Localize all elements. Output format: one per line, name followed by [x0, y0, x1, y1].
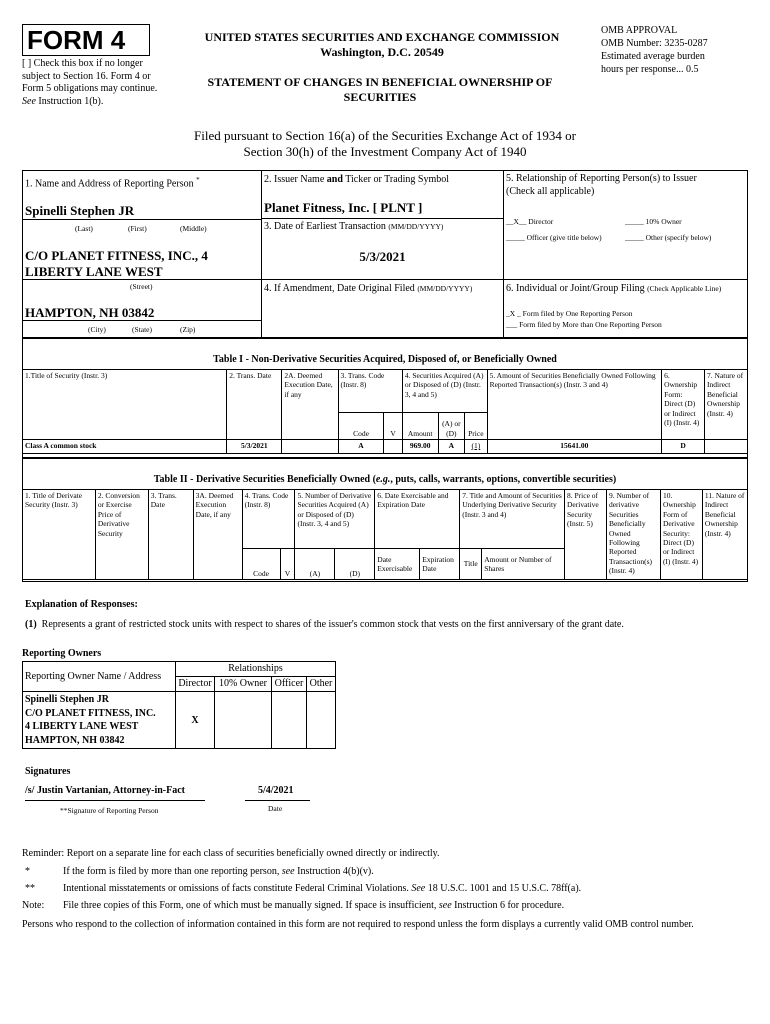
reporting-person-name: Spinelli Stephen JR: [25, 203, 135, 218]
box2-label: 2. Issuer Name and Ticker or Trading Symbol: [264, 174, 450, 185]
t2-h1: 1. Title of Derivate Security (Instr. 3): [23, 490, 96, 580]
owners-col-other: Other: [307, 677, 336, 692]
t2-sub-exp: Expiration Date: [420, 549, 460, 580]
footer-star-text: If the form is filed by more than one reporting person, see Instruction 4(b)(v).: [63, 866, 374, 877]
t1-h6: 6. Ownership Form: Direct (D) or Indirect (I) (Instr. 4): [662, 370, 705, 440]
first-label: (First): [128, 224, 147, 233]
omb-hours: hours per response... 0.5: [601, 64, 699, 75]
footer-reminder: Reminder: Report on a separate line for each class of securities beneficially owned directly or indirectly.: [22, 848, 440, 859]
omb-approval: OMB APPROVAL: [601, 25, 678, 36]
t2-sub-title: Title: [460, 549, 482, 580]
box5-label: 5. Relationship of Reporting Person(s) to Issuer: [506, 173, 697, 184]
t2-sub-code: Code: [242, 549, 280, 580]
explanation-heading: Explanation of Responses:: [25, 599, 138, 610]
box4-label: 4. If Amendment, Date Original Filed (MM/DD/YYYY): [264, 283, 473, 294]
t1-h3: 3. Trans. Code (Instr. 8): [338, 370, 402, 413]
t1-sub-v: V: [384, 413, 402, 440]
statement-title: STATEMENT OF CHANGES IN BENEFICIAL OWNERSHIP OF SECURITIES: [207, 75, 553, 104]
t1-h7: 7. Nature of Indirect Beneficial Ownership (Instr. 4): [705, 370, 748, 440]
footer-star-mark: *: [25, 866, 30, 877]
relationship-director: __X__ Director: [506, 217, 554, 226]
t1-h2: 2. Trans. Date: [227, 370, 282, 440]
omb-number: OMB Number: 3235-0287: [601, 38, 708, 49]
relationship-officer: _____ Officer (give title below): [506, 233, 602, 242]
filed-pursuant-1: Filed pursuant to Section 16(a) of the Securities Exchange Act of 1934 or: [194, 128, 576, 143]
t1-row-price-footnote[interactable]: (1): [465, 440, 487, 454]
owners-col-director: Director: [176, 677, 215, 692]
agency-name: UNITED STATES SECURITIES AND EXCHANGE COMMISSION: [204, 30, 560, 44]
zip-label: (Zip): [180, 325, 196, 334]
table1: [22, 369, 748, 454]
t2-h9: 9. Number of derivative Securities Beneficially Owned Following Reported Transaction(s) (Instr. 4): [606, 490, 660, 580]
t1-row-title: Class A common stock: [23, 440, 227, 454]
t1-row-owned: 15641.00: [487, 440, 662, 454]
middle-label: (Middle): [180, 224, 207, 233]
agency-city: Washington, D.C. 20549: [320, 45, 444, 59]
filed-pursuant-2: Section 30(h) of the Investment Company Act of 1940: [243, 144, 527, 159]
earliest-transaction-date: 5/3/2021: [359, 249, 406, 264]
signature-label: **Signature of Reporting Person: [60, 806, 159, 815]
table-row: [23, 692, 336, 749]
footer-dstar-text: Intentional misstatements or omissions of facts constitute Federal Criminal Violations. See 18 U.S.C. 1001 and 15 U.S.C. 78ff(a).: [63, 883, 582, 894]
t1-row-date: 5/3/2021: [227, 440, 282, 454]
t2-h3a: 3A. Deemed Execution Date, if any: [193, 490, 242, 580]
t2-h4: 4. Trans. Code (Instr. 8): [242, 490, 295, 549]
form-title: FORM 4: [27, 25, 126, 55]
footer-persons: Persons who respond to the collection of information contained in this form are not required to respond unless the form displays a currently valid OMB control number.: [22, 919, 694, 930]
t2-sub-v: V: [280, 549, 295, 580]
t1-sub-price: Price: [465, 413, 487, 440]
footer-note-text: File three copies of this Form, one of which must be manually signed. If space is insufficient, see Instruction 6 for procedure.: [63, 900, 565, 911]
owners-col-rel: Relationships: [176, 662, 336, 677]
table1-title: Table I - Non-Derivative Securities Acquired, Disposed of, or Beneficially Owned: [213, 354, 557, 365]
check-box-note: [ ] Check this box if no longer subject to Section 16. Form 4 or Form 5 obligations may continue. See Instruction 1(b).: [22, 58, 158, 107]
street-line-2: LIBERTY LANE WEST: [25, 264, 163, 279]
t1-h5: 5. Amount of Securities Beneficially Owned Following Reported Transaction(s) (Instr. 3 and 4): [487, 370, 662, 440]
t2-sub-amount: Amount or Number of Shares: [482, 549, 565, 580]
owners-col-name: Reporting Owner Name / Address: [23, 662, 176, 692]
t1-h1: 1.Title of Security (Instr. 3): [23, 370, 227, 440]
t2-h6: 6. Date Exercisable and Expiration Date: [375, 490, 460, 549]
t1-sub-amount: Amount: [402, 413, 438, 440]
owner-address: Spinelli Stephen JR C/O PLANET FITNESS, INC. 4 LIBERTY LANE WEST HAMPTON, NH 03842: [23, 692, 176, 749]
street-label: (Street): [130, 282, 153, 291]
owners-heading: Reporting Owners: [22, 648, 102, 659]
explanation-note: (1) Represents a grant of restricted stock units with respect to shares of the issuer's common stock that vests on the first anniversary of the grant date.: [25, 619, 624, 630]
table-row: [23, 440, 748, 454]
t2-h7: 7. Title and Amount of Securities Underlying Derivative Security (Instr. 3 and 4): [460, 490, 565, 549]
t2-sub-a: (A): [295, 549, 335, 580]
t2-sub-date-ex: Date Exercisable: [375, 549, 420, 580]
t2-h3: 3. Trans. Date: [148, 490, 193, 580]
t1-h4: 4. Securities Acquired (A) or Disposed of (D) (Instr. 3, 4 and 5): [402, 370, 487, 413]
signature-date: 5/4/2021: [258, 785, 294, 796]
box3-label: 3. Date of Earliest Transaction (MM/DD/YYYY): [264, 221, 444, 232]
signer-name: /s/ Justin Vartanian, Attorney-in-Fact: [25, 785, 186, 796]
last-label: (Last): [75, 224, 93, 233]
t1-row-aord: A: [438, 440, 465, 454]
t1-row-code: A: [338, 440, 384, 454]
box1-label: 1. Name and Address of Reporting Person *: [25, 176, 200, 190]
box6-label: 6. Individual or Joint/Group Filing (Check Applicable Line): [506, 283, 722, 294]
footer-dstar-mark: **: [25, 883, 35, 894]
table2: [22, 489, 748, 580]
owner-director-mark: X: [176, 692, 215, 749]
owners-col-officer: Officer: [272, 677, 307, 692]
t1-row-form: D: [662, 440, 705, 454]
t2-h11: 11. Nature of Indirect Beneficial Ownership (Instr. 4): [702, 490, 747, 580]
t1-row-amount: 969.00: [402, 440, 438, 454]
filing-more-persons: ___ Form filed by More than One Reporting Person: [506, 320, 662, 329]
city-label: (City): [88, 325, 106, 334]
t2-h5: 5. Number of Derivative Securities Acquired (A) or Disposed of (D) (Instr. 3, 4 and 5): [295, 490, 375, 549]
date-label: Date: [268, 804, 283, 813]
t1-sub-code: Code: [338, 413, 384, 440]
owners-table: [22, 661, 336, 749]
signatures-heading: Signatures: [25, 766, 71, 777]
box5-sub: (Check all applicable): [506, 186, 595, 197]
t2-h2: 2. Conversion or Exercise Price of Derivative Security: [95, 490, 148, 580]
relationship-ten-pct: _____ 10% Owner: [625, 217, 682, 226]
street-line-1: C/O PLANET FITNESS, INC., 4: [25, 248, 208, 263]
t2-h10: 10. Ownership Form of Derivative Security: Direct (D) or Indirect (I) (Instr. 4): [660, 490, 702, 580]
owners-col-ten: 10% Owner: [215, 677, 272, 692]
t2-h8: 8. Price of Derivative Security (Instr. 5): [565, 490, 607, 580]
relationship-other: _____ Other (specify below): [625, 233, 712, 242]
t1-sub-aord: (A) or (D): [438, 413, 465, 440]
form-title-box: [22, 24, 150, 56]
issuer-name: Planet Fitness, Inc. [ PLNT ]: [264, 200, 423, 215]
footer-note-mark: Note:: [22, 900, 45, 911]
t1-h2a: 2A. Deemed Execution Date, if any: [282, 370, 338, 440]
t2-sub-d: (D): [335, 549, 375, 580]
filing-one-person: _X _ Form filed by One Reporting Person: [506, 309, 633, 318]
city-line: HAMPTON, NH 03842: [25, 305, 155, 320]
omb-burden: Estimated average burden: [601, 51, 705, 62]
state-label: (State): [132, 325, 152, 334]
table2-title: Table II - Derivative Securities Beneficially Owned (e.g., puts, calls, warrants, options, convertible securities): [153, 474, 617, 485]
